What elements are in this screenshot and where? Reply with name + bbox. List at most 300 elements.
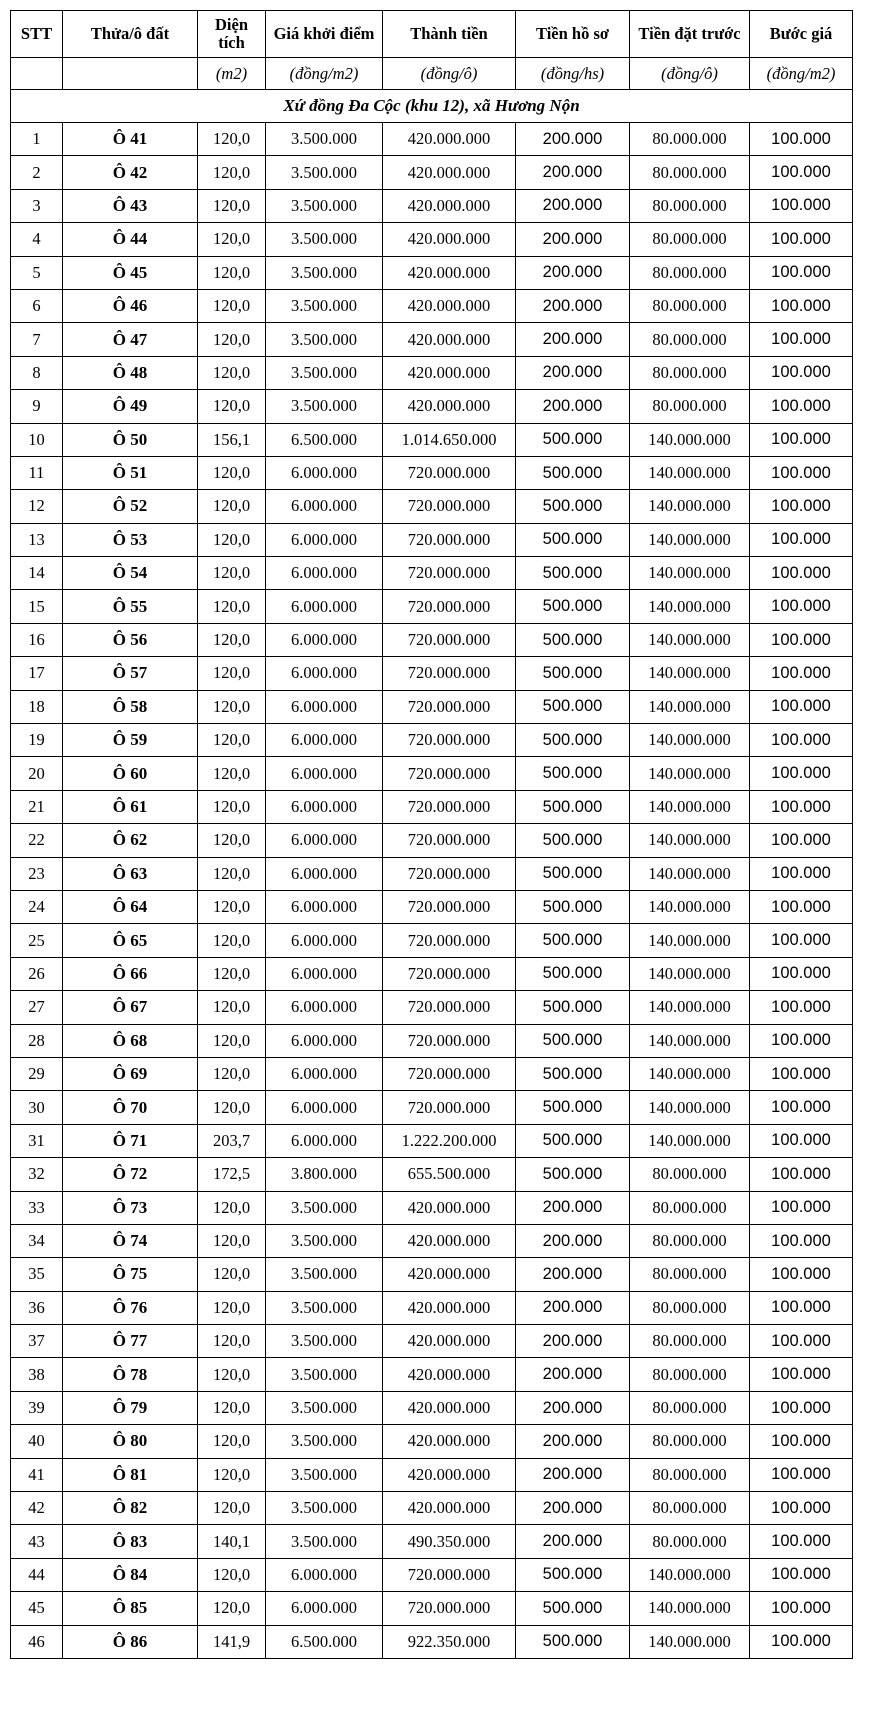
deposit-cell: 80.000.000 xyxy=(630,1525,750,1558)
total-cell: 420.000.000 xyxy=(383,289,516,322)
step-cell: 100.000 xyxy=(750,724,853,757)
area-cell: 120,0 xyxy=(198,857,266,890)
stt-cell: 37 xyxy=(11,1325,63,1358)
price-cell: 6.500.000 xyxy=(266,1625,383,1658)
deposit-cell: 140.000.000 xyxy=(630,1057,750,1090)
deposit-cell: 80.000.000 xyxy=(630,1224,750,1257)
header-area: Diện tích xyxy=(198,11,266,58)
lot-cell: Ô 52 xyxy=(63,490,198,523)
table-row xyxy=(11,1458,853,1491)
lot-cell: Ô 82 xyxy=(63,1492,198,1525)
deposit-cell: 140.000.000 xyxy=(630,1625,750,1658)
total-cell: 420.000.000 xyxy=(383,1492,516,1525)
stt-cell: 17 xyxy=(11,657,63,690)
stt-cell: 35 xyxy=(11,1258,63,1291)
lot-cell: Ô 77 xyxy=(63,1325,198,1358)
lot-cell: Ô 49 xyxy=(63,390,198,423)
fee-cell: 500.000 xyxy=(516,824,630,857)
step-cell: 100.000 xyxy=(750,189,853,222)
price-cell: 6.000.000 xyxy=(266,957,383,990)
stt-cell: 28 xyxy=(11,1024,63,1057)
lot-cell: Ô 44 xyxy=(63,223,198,256)
area-cell: 120,0 xyxy=(198,356,266,389)
fee-cell: 500.000 xyxy=(516,991,630,1024)
fee-cell: 200.000 xyxy=(516,1458,630,1491)
fee-cell: 200.000 xyxy=(516,390,630,423)
stt-cell: 6 xyxy=(11,289,63,322)
price-cell: 3.500.000 xyxy=(266,1425,383,1458)
area-cell: 120,0 xyxy=(198,1358,266,1391)
stt-cell: 7 xyxy=(11,323,63,356)
stt-cell: 42 xyxy=(11,1492,63,1525)
total-cell: 655.500.000 xyxy=(383,1158,516,1191)
lot-cell: Ô 47 xyxy=(63,323,198,356)
table-row xyxy=(11,1291,853,1324)
deposit-cell: 80.000.000 xyxy=(630,1291,750,1324)
step-cell: 100.000 xyxy=(750,924,853,957)
deposit-cell: 80.000.000 xyxy=(630,189,750,222)
total-cell: 720.000.000 xyxy=(383,456,516,489)
price-cell: 3.500.000 xyxy=(266,1325,383,1358)
area-cell: 120,0 xyxy=(198,557,266,590)
area-cell: 120,0 xyxy=(198,456,266,489)
fee-cell: 500.000 xyxy=(516,1625,630,1658)
area-cell: 120,0 xyxy=(198,323,266,356)
lot-cell: Ô 53 xyxy=(63,523,198,556)
section-title: Xứ đồng Đa Cộc (khu 12), xã Hương Nộn xyxy=(11,90,853,123)
deposit-cell: 80.000.000 xyxy=(630,1425,750,1458)
fee-cell: 500.000 xyxy=(516,623,630,656)
table-row xyxy=(11,991,853,1024)
units-row xyxy=(11,58,853,90)
total-cell: 922.350.000 xyxy=(383,1625,516,1658)
stt-cell: 29 xyxy=(11,1057,63,1090)
area-cell: 120,0 xyxy=(198,189,266,222)
step-cell: 100.000 xyxy=(750,423,853,456)
total-cell: 720.000.000 xyxy=(383,1592,516,1625)
step-cell: 100.000 xyxy=(750,223,853,256)
step-cell: 100.000 xyxy=(750,1391,853,1424)
step-cell: 100.000 xyxy=(750,1124,853,1157)
area-cell: 120,0 xyxy=(198,757,266,790)
area-cell: 203,7 xyxy=(198,1124,266,1157)
deposit-cell: 80.000.000 xyxy=(630,223,750,256)
table-row xyxy=(11,623,853,656)
price-cell: 6.000.000 xyxy=(266,657,383,690)
unit-stt xyxy=(11,58,63,90)
area-cell: 120,0 xyxy=(198,289,266,322)
fee-cell: 200.000 xyxy=(516,1525,630,1558)
table-row xyxy=(11,223,853,256)
table-row xyxy=(11,957,853,990)
step-cell: 100.000 xyxy=(750,957,853,990)
stt-cell: 43 xyxy=(11,1525,63,1558)
step-cell: 100.000 xyxy=(750,824,853,857)
step-cell: 100.000 xyxy=(750,857,853,890)
price-cell: 6.000.000 xyxy=(266,824,383,857)
fee-cell: 500.000 xyxy=(516,423,630,456)
step-cell: 100.000 xyxy=(750,757,853,790)
deposit-cell: 140.000.000 xyxy=(630,590,750,623)
stt-cell: 2 xyxy=(11,156,63,189)
table-row xyxy=(11,690,853,723)
stt-cell: 30 xyxy=(11,1091,63,1124)
unit-dossier-fee: (đồng/hs) xyxy=(516,58,630,90)
fee-cell: 500.000 xyxy=(516,1057,630,1090)
table-row xyxy=(11,356,853,389)
table-row xyxy=(11,1057,853,1090)
step-cell: 100.000 xyxy=(750,1191,853,1224)
total-cell: 420.000.000 xyxy=(383,123,516,156)
lot-cell: Ô 60 xyxy=(63,757,198,790)
price-cell: 3.500.000 xyxy=(266,256,383,289)
lot-cell: Ô 59 xyxy=(63,724,198,757)
stt-cell: 22 xyxy=(11,824,63,857)
table-row xyxy=(11,790,853,823)
stt-cell: 46 xyxy=(11,1625,63,1658)
step-cell: 100.000 xyxy=(750,657,853,690)
area-cell: 120,0 xyxy=(198,156,266,189)
total-cell: 420.000.000 xyxy=(383,223,516,256)
deposit-cell: 140.000.000 xyxy=(630,523,750,556)
table-row xyxy=(11,1091,853,1124)
deposit-cell: 140.000.000 xyxy=(630,490,750,523)
area-cell: 120,0 xyxy=(198,1091,266,1124)
deposit-cell: 140.000.000 xyxy=(630,690,750,723)
fee-cell: 200.000 xyxy=(516,1425,630,1458)
step-cell: 100.000 xyxy=(750,690,853,723)
area-cell: 120,0 xyxy=(198,256,266,289)
header-lot: Thửa/ô đất xyxy=(63,11,198,58)
fee-cell: 500.000 xyxy=(516,490,630,523)
deposit-cell: 80.000.000 xyxy=(630,1191,750,1224)
header-row xyxy=(11,11,853,58)
stt-cell: 8 xyxy=(11,356,63,389)
lot-cell: Ô 45 xyxy=(63,256,198,289)
fee-cell: 500.000 xyxy=(516,1124,630,1157)
fee-cell: 500.000 xyxy=(516,1024,630,1057)
price-cell: 6.000.000 xyxy=(266,690,383,723)
stt-cell: 18 xyxy=(11,690,63,723)
total-cell: 720.000.000 xyxy=(383,623,516,656)
fee-cell: 200.000 xyxy=(516,1492,630,1525)
step-cell: 100.000 xyxy=(750,1057,853,1090)
deposit-cell: 80.000.000 xyxy=(630,1358,750,1391)
lot-cell: Ô 54 xyxy=(63,557,198,590)
deposit-cell: 80.000.000 xyxy=(630,289,750,322)
deposit-cell: 80.000.000 xyxy=(630,1458,750,1491)
stt-cell: 34 xyxy=(11,1224,63,1257)
stt-cell: 1 xyxy=(11,123,63,156)
lot-cell: Ô 63 xyxy=(63,857,198,890)
total-cell: 420.000.000 xyxy=(383,1458,516,1491)
price-cell: 6.000.000 xyxy=(266,724,383,757)
total-cell: 720.000.000 xyxy=(383,824,516,857)
step-cell: 100.000 xyxy=(750,623,853,656)
lot-cell: Ô 48 xyxy=(63,356,198,389)
total-cell: 720.000.000 xyxy=(383,991,516,1024)
fee-cell: 500.000 xyxy=(516,690,630,723)
stt-cell: 26 xyxy=(11,957,63,990)
price-cell: 3.500.000 xyxy=(266,1458,383,1491)
table-row xyxy=(11,523,853,556)
table-row xyxy=(11,890,853,923)
lot-cell: Ô 65 xyxy=(63,924,198,957)
lot-cell: Ô 62 xyxy=(63,824,198,857)
fee-cell: 200.000 xyxy=(516,1325,630,1358)
lot-cell: Ô 76 xyxy=(63,1291,198,1324)
total-cell: 420.000.000 xyxy=(383,1325,516,1358)
price-cell: 3.500.000 xyxy=(266,356,383,389)
step-cell: 100.000 xyxy=(750,1325,853,1358)
area-cell: 120,0 xyxy=(198,1325,266,1358)
step-cell: 100.000 xyxy=(750,256,853,289)
step-cell: 100.000 xyxy=(750,790,853,823)
table-row xyxy=(11,1558,853,1591)
total-cell: 420.000.000 xyxy=(383,156,516,189)
total-cell: 720.000.000 xyxy=(383,590,516,623)
fee-cell: 200.000 xyxy=(516,156,630,189)
stt-cell: 21 xyxy=(11,790,63,823)
fee-cell: 500.000 xyxy=(516,657,630,690)
area-cell: 120,0 xyxy=(198,957,266,990)
fee-cell: 200.000 xyxy=(516,356,630,389)
table-row xyxy=(11,1525,853,1558)
fee-cell: 200.000 xyxy=(516,1258,630,1291)
fee-cell: 200.000 xyxy=(516,1358,630,1391)
total-cell: 1.222.200.000 xyxy=(383,1124,516,1157)
total-cell: 1.014.650.000 xyxy=(383,423,516,456)
price-cell: 3.500.000 xyxy=(266,189,383,222)
area-cell: 120,0 xyxy=(198,824,266,857)
stt-cell: 4 xyxy=(11,223,63,256)
table-row xyxy=(11,1425,853,1458)
step-cell: 100.000 xyxy=(750,156,853,189)
lot-cell: Ô 83 xyxy=(63,1525,198,1558)
lot-cell: Ô 78 xyxy=(63,1358,198,1391)
deposit-cell: 140.000.000 xyxy=(630,757,750,790)
table-row xyxy=(11,123,853,156)
price-cell: 6.000.000 xyxy=(266,857,383,890)
stt-cell: 15 xyxy=(11,590,63,623)
fee-cell: 200.000 xyxy=(516,1391,630,1424)
area-cell: 120,0 xyxy=(198,223,266,256)
total-cell: 420.000.000 xyxy=(383,189,516,222)
area-cell: 120,0 xyxy=(198,1224,266,1257)
header-dossier-fee: Tiền hồ sơ xyxy=(516,11,630,58)
land-auction-table xyxy=(10,10,853,1659)
area-cell: 120,0 xyxy=(198,390,266,423)
deposit-cell: 140.000.000 xyxy=(630,1592,750,1625)
area-cell: 120,0 xyxy=(198,1558,266,1591)
total-cell: 720.000.000 xyxy=(383,924,516,957)
step-cell: 100.000 xyxy=(750,1592,853,1625)
fee-cell: 200.000 xyxy=(516,1191,630,1224)
step-cell: 100.000 xyxy=(750,123,853,156)
table-row xyxy=(11,1024,853,1057)
stt-cell: 38 xyxy=(11,1358,63,1391)
fee-cell: 500.000 xyxy=(516,1158,630,1191)
deposit-cell: 80.000.000 xyxy=(630,156,750,189)
stt-cell: 14 xyxy=(11,557,63,590)
step-cell: 100.000 xyxy=(750,1158,853,1191)
lot-cell: Ô 57 xyxy=(63,657,198,690)
price-cell: 6.000.000 xyxy=(266,991,383,1024)
fee-cell: 500.000 xyxy=(516,857,630,890)
total-cell: 720.000.000 xyxy=(383,1558,516,1591)
stt-cell: 33 xyxy=(11,1191,63,1224)
fee-cell: 500.000 xyxy=(516,1558,630,1591)
deposit-cell: 140.000.000 xyxy=(630,1091,750,1124)
stt-cell: 41 xyxy=(11,1458,63,1491)
total-cell: 420.000.000 xyxy=(383,1224,516,1257)
table-row xyxy=(11,1224,853,1257)
step-cell: 100.000 xyxy=(750,1224,853,1257)
table-row xyxy=(11,657,853,690)
lot-cell: Ô 75 xyxy=(63,1258,198,1291)
lot-cell: Ô 56 xyxy=(63,623,198,656)
deposit-cell: 140.000.000 xyxy=(630,557,750,590)
price-cell: 3.500.000 xyxy=(266,1291,383,1324)
table-row xyxy=(11,1325,853,1358)
lot-cell: Ô 80 xyxy=(63,1425,198,1458)
total-cell: 720.000.000 xyxy=(383,857,516,890)
table-row xyxy=(11,423,853,456)
lot-cell: Ô 72 xyxy=(63,1158,198,1191)
table-row xyxy=(11,156,853,189)
stt-cell: 16 xyxy=(11,623,63,656)
fee-cell: 200.000 xyxy=(516,223,630,256)
table-row xyxy=(11,1358,853,1391)
fee-cell: 500.000 xyxy=(516,590,630,623)
stt-cell: 23 xyxy=(11,857,63,890)
table-row xyxy=(11,390,853,423)
area-cell: 141,9 xyxy=(198,1625,266,1658)
total-cell: 420.000.000 xyxy=(383,323,516,356)
table-row xyxy=(11,1592,853,1625)
deposit-cell: 80.000.000 xyxy=(630,356,750,389)
area-cell: 120,0 xyxy=(198,623,266,656)
fee-cell: 500.000 xyxy=(516,1091,630,1124)
step-cell: 100.000 xyxy=(750,523,853,556)
total-cell: 420.000.000 xyxy=(383,390,516,423)
price-cell: 6.000.000 xyxy=(266,623,383,656)
deposit-cell: 80.000.000 xyxy=(630,1325,750,1358)
area-cell: 120,0 xyxy=(198,590,266,623)
stt-cell: 25 xyxy=(11,924,63,957)
fee-cell: 500.000 xyxy=(516,790,630,823)
deposit-cell: 140.000.000 xyxy=(630,1558,750,1591)
unit-bid-step: (đồng/m2) xyxy=(750,58,853,90)
fee-cell: 500.000 xyxy=(516,1592,630,1625)
table-row xyxy=(11,256,853,289)
fee-cell: 200.000 xyxy=(516,1224,630,1257)
price-cell: 6.000.000 xyxy=(266,523,383,556)
price-cell: 6.000.000 xyxy=(266,757,383,790)
table-row xyxy=(11,1158,853,1191)
table-row xyxy=(11,724,853,757)
deposit-cell: 80.000.000 xyxy=(630,1158,750,1191)
price-cell: 6.500.000 xyxy=(266,423,383,456)
step-cell: 100.000 xyxy=(750,1425,853,1458)
total-cell: 720.000.000 xyxy=(383,724,516,757)
table-body xyxy=(11,90,853,1659)
total-cell: 720.000.000 xyxy=(383,1057,516,1090)
table-row xyxy=(11,1391,853,1424)
stt-cell: 9 xyxy=(11,390,63,423)
lot-cell: Ô 86 xyxy=(63,1625,198,1658)
lot-cell: Ô 46 xyxy=(63,289,198,322)
lot-cell: Ô 51 xyxy=(63,456,198,489)
price-cell: 6.000.000 xyxy=(266,924,383,957)
area-cell: 120,0 xyxy=(198,924,266,957)
deposit-cell: 140.000.000 xyxy=(630,657,750,690)
header-deposit: Tiền đặt trước xyxy=(630,11,750,58)
table-row xyxy=(11,824,853,857)
deposit-cell: 80.000.000 xyxy=(630,123,750,156)
table-row xyxy=(11,557,853,590)
price-cell: 6.000.000 xyxy=(266,1592,383,1625)
stt-cell: 40 xyxy=(11,1425,63,1458)
deposit-cell: 80.000.000 xyxy=(630,1258,750,1291)
area-cell: 120,0 xyxy=(198,1425,266,1458)
price-cell: 3.500.000 xyxy=(266,390,383,423)
total-cell: 720.000.000 xyxy=(383,523,516,556)
table-row xyxy=(11,1191,853,1224)
header-stt: STT xyxy=(11,11,63,58)
price-cell: 6.000.000 xyxy=(266,1124,383,1157)
lot-cell: Ô 42 xyxy=(63,156,198,189)
area-cell: 120,0 xyxy=(198,1291,266,1324)
price-cell: 6.000.000 xyxy=(266,1558,383,1591)
header-total: Thành tiền xyxy=(383,11,516,58)
fee-cell: 200.000 xyxy=(516,323,630,356)
lot-cell: Ô 74 xyxy=(63,1224,198,1257)
lot-cell: Ô 68 xyxy=(63,1024,198,1057)
fee-cell: 500.000 xyxy=(516,456,630,489)
stt-cell: 12 xyxy=(11,490,63,523)
price-cell: 3.500.000 xyxy=(266,1224,383,1257)
area-cell: 120,0 xyxy=(198,523,266,556)
area-cell: 120,0 xyxy=(198,1258,266,1291)
step-cell: 100.000 xyxy=(750,1291,853,1324)
total-cell: 720.000.000 xyxy=(383,1024,516,1057)
deposit-cell: 80.000.000 xyxy=(630,256,750,289)
stt-cell: 10 xyxy=(11,423,63,456)
step-cell: 100.000 xyxy=(750,1258,853,1291)
deposit-cell: 80.000.000 xyxy=(630,323,750,356)
section-row xyxy=(11,90,853,123)
step-cell: 100.000 xyxy=(750,1358,853,1391)
price-cell: 3.500.000 xyxy=(266,1391,383,1424)
area-cell: 120,0 xyxy=(198,890,266,923)
lot-cell: Ô 79 xyxy=(63,1391,198,1424)
table-row xyxy=(11,590,853,623)
stt-cell: 31 xyxy=(11,1124,63,1157)
total-cell: 720.000.000 xyxy=(383,490,516,523)
deposit-cell: 80.000.000 xyxy=(630,1492,750,1525)
price-cell: 3.500.000 xyxy=(266,289,383,322)
step-cell: 100.000 xyxy=(750,1458,853,1491)
total-cell: 720.000.000 xyxy=(383,957,516,990)
step-cell: 100.000 xyxy=(750,1558,853,1591)
fee-cell: 500.000 xyxy=(516,757,630,790)
total-cell: 720.000.000 xyxy=(383,557,516,590)
price-cell: 6.000.000 xyxy=(266,1057,383,1090)
deposit-cell: 140.000.000 xyxy=(630,957,750,990)
fee-cell: 500.000 xyxy=(516,890,630,923)
stt-cell: 27 xyxy=(11,991,63,1024)
